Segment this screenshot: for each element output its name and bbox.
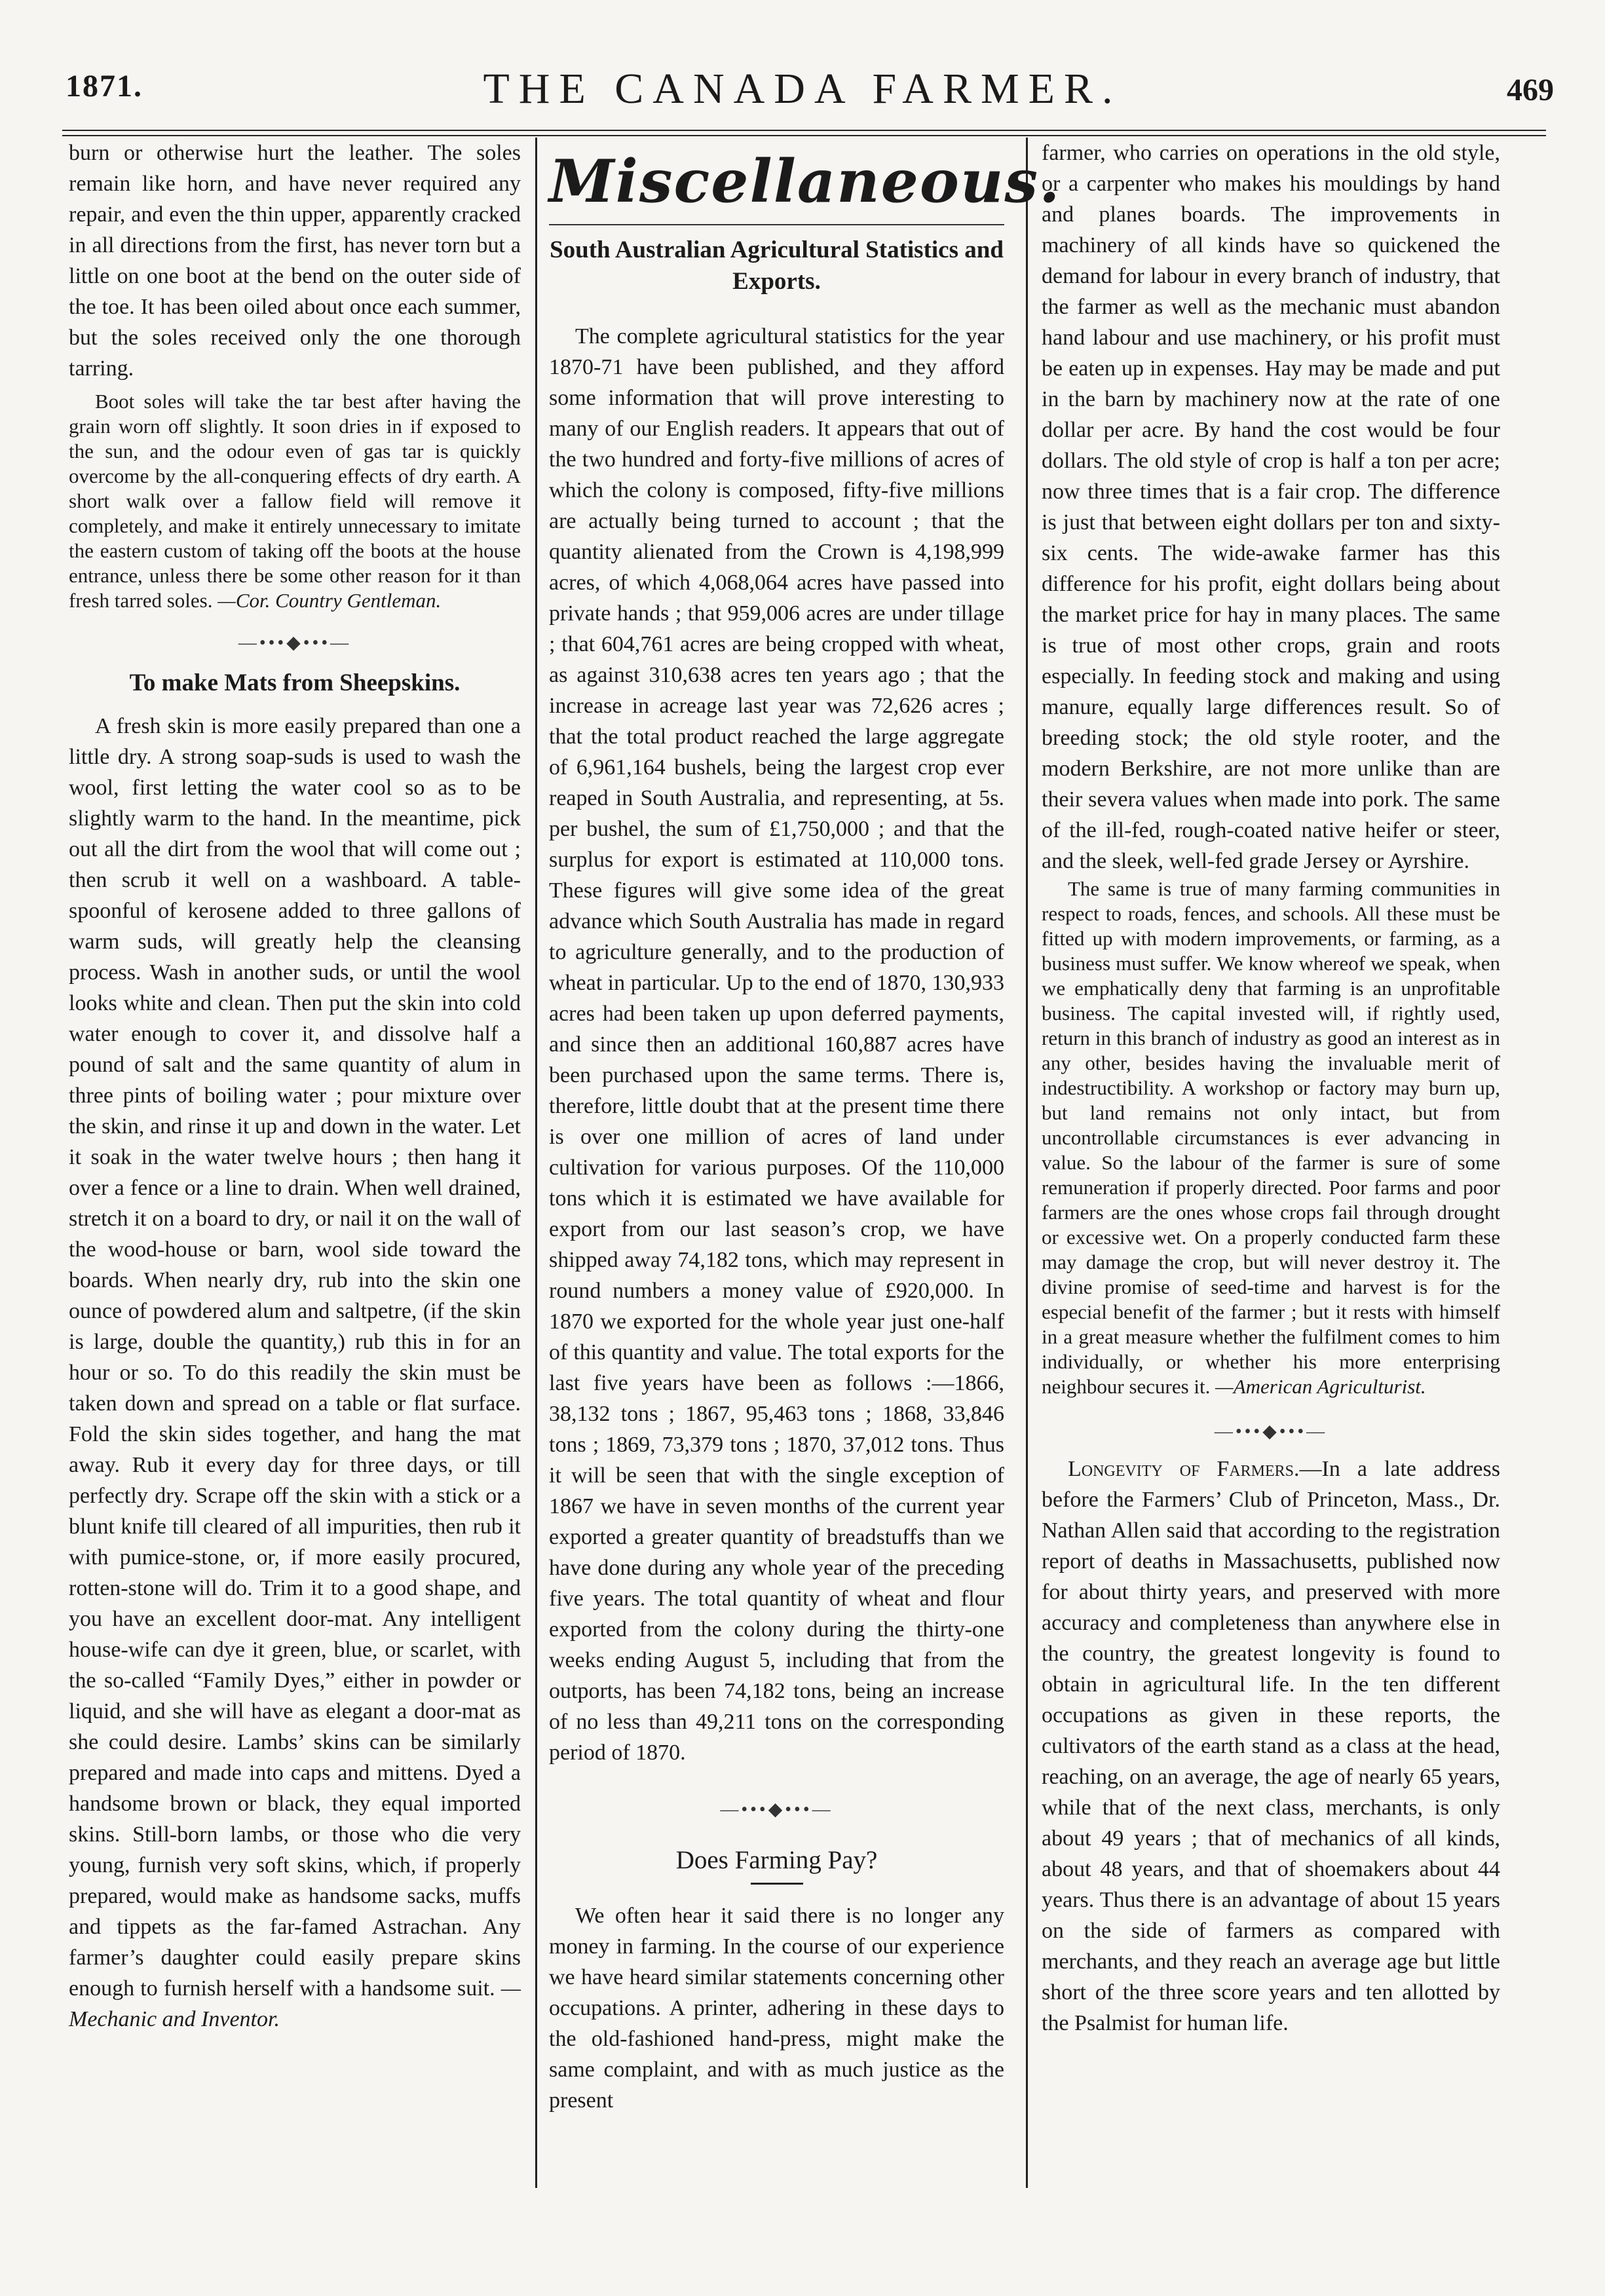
farming-communities-text: The same is true of many farming communities in respect to roads, fences, and schools. All these must be fitted up with modern improvements, or farming, as a business must suffer. We know whereof we speak, when we emphatically deny that farming is an unprofitable business. The capital invested will, if rightly used, return in this branch of industry as good an interest as in any other, besides having the invaluable merit of indestructibility. A workshop or factory may burn up, but land remains not only intact, but from uncontrollable circumstances is ever advancing in value. So the labour of the farmer is sure of some remuneration if properly directed. Poor farms and poor farmers are the ones whose crops fail through drought or excessive wet. On a properly conducted farm these may damage the crop, but will never destroy it. The divine promise of seed-time and harvest is for the especial benefit of the farmer ; but it rests with himself in a great measure whether the fulfilment comes to him individually, or whether his more enterprising neighbour secures it. bbox=[1042, 877, 1500, 1398]
ornament-divider: —•••◆•••— bbox=[720, 1799, 833, 1820]
sheepskin-text: A fresh skin is more easily prepared than one a little dry. A strong soap-suds is used to wash the wool, first letting the water cool so as to be slightly warm to the hand. In the meantime, pick out all the dirt from the wool that will come out ; then scrub it well on a washboard. A table-spoonful of kerosene added to three gallons of warm suds, will greatly help the cleansing process. Wash in another suds, or until the wool looks white and clean. Then put the skin into cold water enough to cover it, and dissolve half a pound of salt and the same quantity of alum in three pints of boiling water ; pour mixture over the skin, and rinse it up and down in the water. Let it soak in the water twelve hours ; then hang it over a fence or a line to drain. When well drained, stretch it on a board to dry, or nail it on the wall of the wood-house or barn, wool side toward the boards. When nearly dry, rub into the skin one ounce of powdered alum and saltpetre, (if the skin is large, double the quantity,) rub this in for an hour or so. To do this readily the skin must be taken down and spread on a table or flat surface. Fold the skin sides together, and hang the mat away. Rub it every day for three days, or till perfectly dry. Scrape off the skin with a stick or a blunt knife till cleared of all impurities, then rub it with pumice-stone, or, if more easily procured, rotten-stone will do. Trim it to a good shape, and you have an excellent door-mat. Any intelligent house-wife can dye it green, blue, or scarlet, with the so-called “Family Dyes,” either in powder or liquid, and she will have as elegant a door-mat as she could desire. Lambs’ skins can be similarly prepared and made into caps and mittens. Dyed a handsome brown or black, they equal imported skins. Still-born lambs, or those who die very young, furnish very soft skins, which, if properly prepared, would make as handsome sacks, muffs and tippets as the far-famed Astrachan. Any farmer’s daughter could easily prepare skins enough to furnish herself with a handsome suit. bbox=[69, 714, 521, 2001]
boot-soles-paragraph bbox=[69, 389, 521, 613]
farming-pay-text: We often hear it said there is no longer any money in farming. In the course of our experience we have heard similar statements concerning other occupations. A printer, adhering in these days to the old-fashioned hand-press, might make the same complaint, and with as much justice as the present bbox=[549, 1904, 1004, 2113]
masthead-title: THE CANADA FARMER. bbox=[483, 65, 1122, 113]
ornament-divider: —•••◆•••— bbox=[238, 633, 352, 653]
boot-soles-signature: —Cor. Country Gentleman. bbox=[217, 589, 442, 612]
tar-article-continued: burn or otherwise hurt the leather. The soles remain like horn, and have never required any repair, and even the thin upper, apparently cracked in all directions from the first, has never torn but a little on one boot at the bend on the outer side of the toe. It has been oiled about once each summer, but the soles received only the one thorough tarring. bbox=[69, 141, 521, 381]
page-header bbox=[0, 0, 1605, 131]
sheepskin-paragraph bbox=[69, 711, 521, 2035]
ornament-divider: —•••◆•••— bbox=[1214, 1421, 1328, 1442]
column-3 bbox=[1042, 138, 1500, 2039]
section-rule bbox=[549, 224, 1004, 225]
column-divider-1 bbox=[535, 138, 537, 2188]
miscellaneous-title: Miscellaneous. bbox=[549, 147, 1061, 216]
longevity-text: —In a late address before the Farmers’ Club of Princeton, Mass., Dr. Nathan Allen said that according to the registration report of deaths in Massachusetts, published now for about thirty years, and preserved with more accuracy and completeness than anywhere else in the country, the greatest longevity is found to obtain in agricultural life. In the ten different occupations as given in these reports, the cultivators of the earth stand as a class at the head, reaching, on an average, the age of nearly 65 years, while that of the next class, merchants, is only about 49 years ; that of mechanics of all kinds, about 48 years, and that of shoemakers about 44 years. Thus there is an advantage of about 15 years on the side of farmers as compared with merchants, and they reach an average age but little short of the three score years and ten allotted by the Psalmist for human life. bbox=[1042, 1457, 1500, 2035]
farming-pay-heading: Does Farming Pay? bbox=[675, 1846, 878, 1874]
boot-soles-text: Boot soles will take the tar best after having the grain worn off slightly. It soon dries in if exposed to the sun, and the odour even of gas tar is quickly overcome by the all-conquering effects of dry earth. A short walk over a fallow field will remove it completely, and make it entirely unnecessary to imitate the eastern custom of taking off the boots at the house entrance, unless there be some other reason for it than fresh tarred soles. bbox=[69, 390, 521, 612]
short-rule bbox=[751, 1883, 803, 1885]
longevity-paragraph bbox=[1042, 1454, 1500, 2039]
column-1 bbox=[69, 138, 521, 2035]
longevity-lead: Longevity of Farmers. bbox=[1068, 1457, 1300, 1481]
page-number: 469 bbox=[1507, 73, 1554, 107]
south-australia-heading: South Australian Agricultural Statistics and Exports. bbox=[550, 236, 1004, 295]
sheepskin-signature: —Mechanic and Inventor. bbox=[69, 1976, 521, 2031]
header-year: 1871. bbox=[66, 69, 143, 104]
column-2 bbox=[549, 138, 1061, 2116]
farming-communities-signature: —American Agriculturist. bbox=[1215, 1375, 1426, 1398]
south-australia-text: The complete agricultural statistics for the year 1870-71 have been published, and they afford some information that will prove interesting to many of our English readers. It appears that out of the two hundred and forty-five millions of acres of which the colony is composed, fifty-five millions are actually being turned to account ; that the quantity alienated from the Crown is 4,198,999 acres, of which 4,068,064 acres have passed into private hands ; that 959,006 acres are under tillage ; that 604,761 acres are being cropped with wheat, as against 310,638 acres ten years ago ; that the increase in acreage last year was 72,626 acres ; that the total product reached the large aggregate of 6,961,164 bushels, being the largest crop ever reaped in South Australia, and representing, at 5s. per bushel, the sum of £1,750,000 ; and that the surplus for export is estimated at 110,000 tons. These figures will give some idea of the great advance which South Australia has made in regard to agriculture generally, and to the production of wheat in particular. Up to the end of 1870, 130,933 acres had been taken up upon deferred payments, and since then an additional 160,887 acres have been purchased upon the same terms. There is, therefore, little doubt that at the present time there is over one million of acres of land under cultivation for various purposes. Of the 110,000 tons which it is estimated we have available for export from our last season’s crop, we have shipped away 74,182 tons, which may represent in round numbers a money value of £920,000. In 1870 we exported for the whole year just one-half of this quantity and value. The total exports for the last five years have been as follows :—1866, 38,132 tons ; 1867, 95,463 tons ; 1868, 33,846 tons ; 1869, 73,379 tons ; 1870, 37,012 tons. Thus it will be seen that with the single exception of 1867 we have in seven months of the current year exported a greater quantity of breadstuffs than we have done during any whole year of the preceding five years. The total quantity of wheat and flour exported from the colony during the thirty-one weeks ending August 5, including that from the outports, has been 74,182 tons, being an increase of no less than 49,211 tons on the corresponding period of 1870. bbox=[549, 324, 1004, 1765]
farming-communities-paragraph bbox=[1042, 876, 1500, 1399]
sheepskin-heading: To make Mats from Sheepskins. bbox=[129, 669, 461, 696]
column-divider-2 bbox=[1026, 138, 1028, 2188]
header-rule bbox=[62, 130, 1546, 136]
farming-pay-continued: farmer, who carries on operations in the old style, or a carpenter who makes his mouldings by hand and planes boards. The improvements in machinery of all kinds have so quickened the demand for labour in every branch of industry, that the farmer as well as the mechanic must abandon hand labour and use machinery, or his profit must be eaten up in expenses. Hay may be made and put in the barn by machinery now at the rate of one dollar per acre. By hand the cost would be four dollars. The old style of crop is half a ton per acre; now three times that is a fair crop. The difference is just that between eight dollars per ton and sixty-six cents. The wide-awake farmer has this difference for his profit, eight dollars being about the market price for hay in many places. The same is true of most other crops, grain and roots especially. In feeding stock and making and using manure, equally large differences result. So of breeding stock; the old style rooter, and the modern Berkshire, are not more unlike than are their severa values when made into pork. The same of the ill-fed, rough-coated native heifer or steer, and the sleek, well-fed grade Jersey or Ayrshire. bbox=[1042, 141, 1500, 873]
